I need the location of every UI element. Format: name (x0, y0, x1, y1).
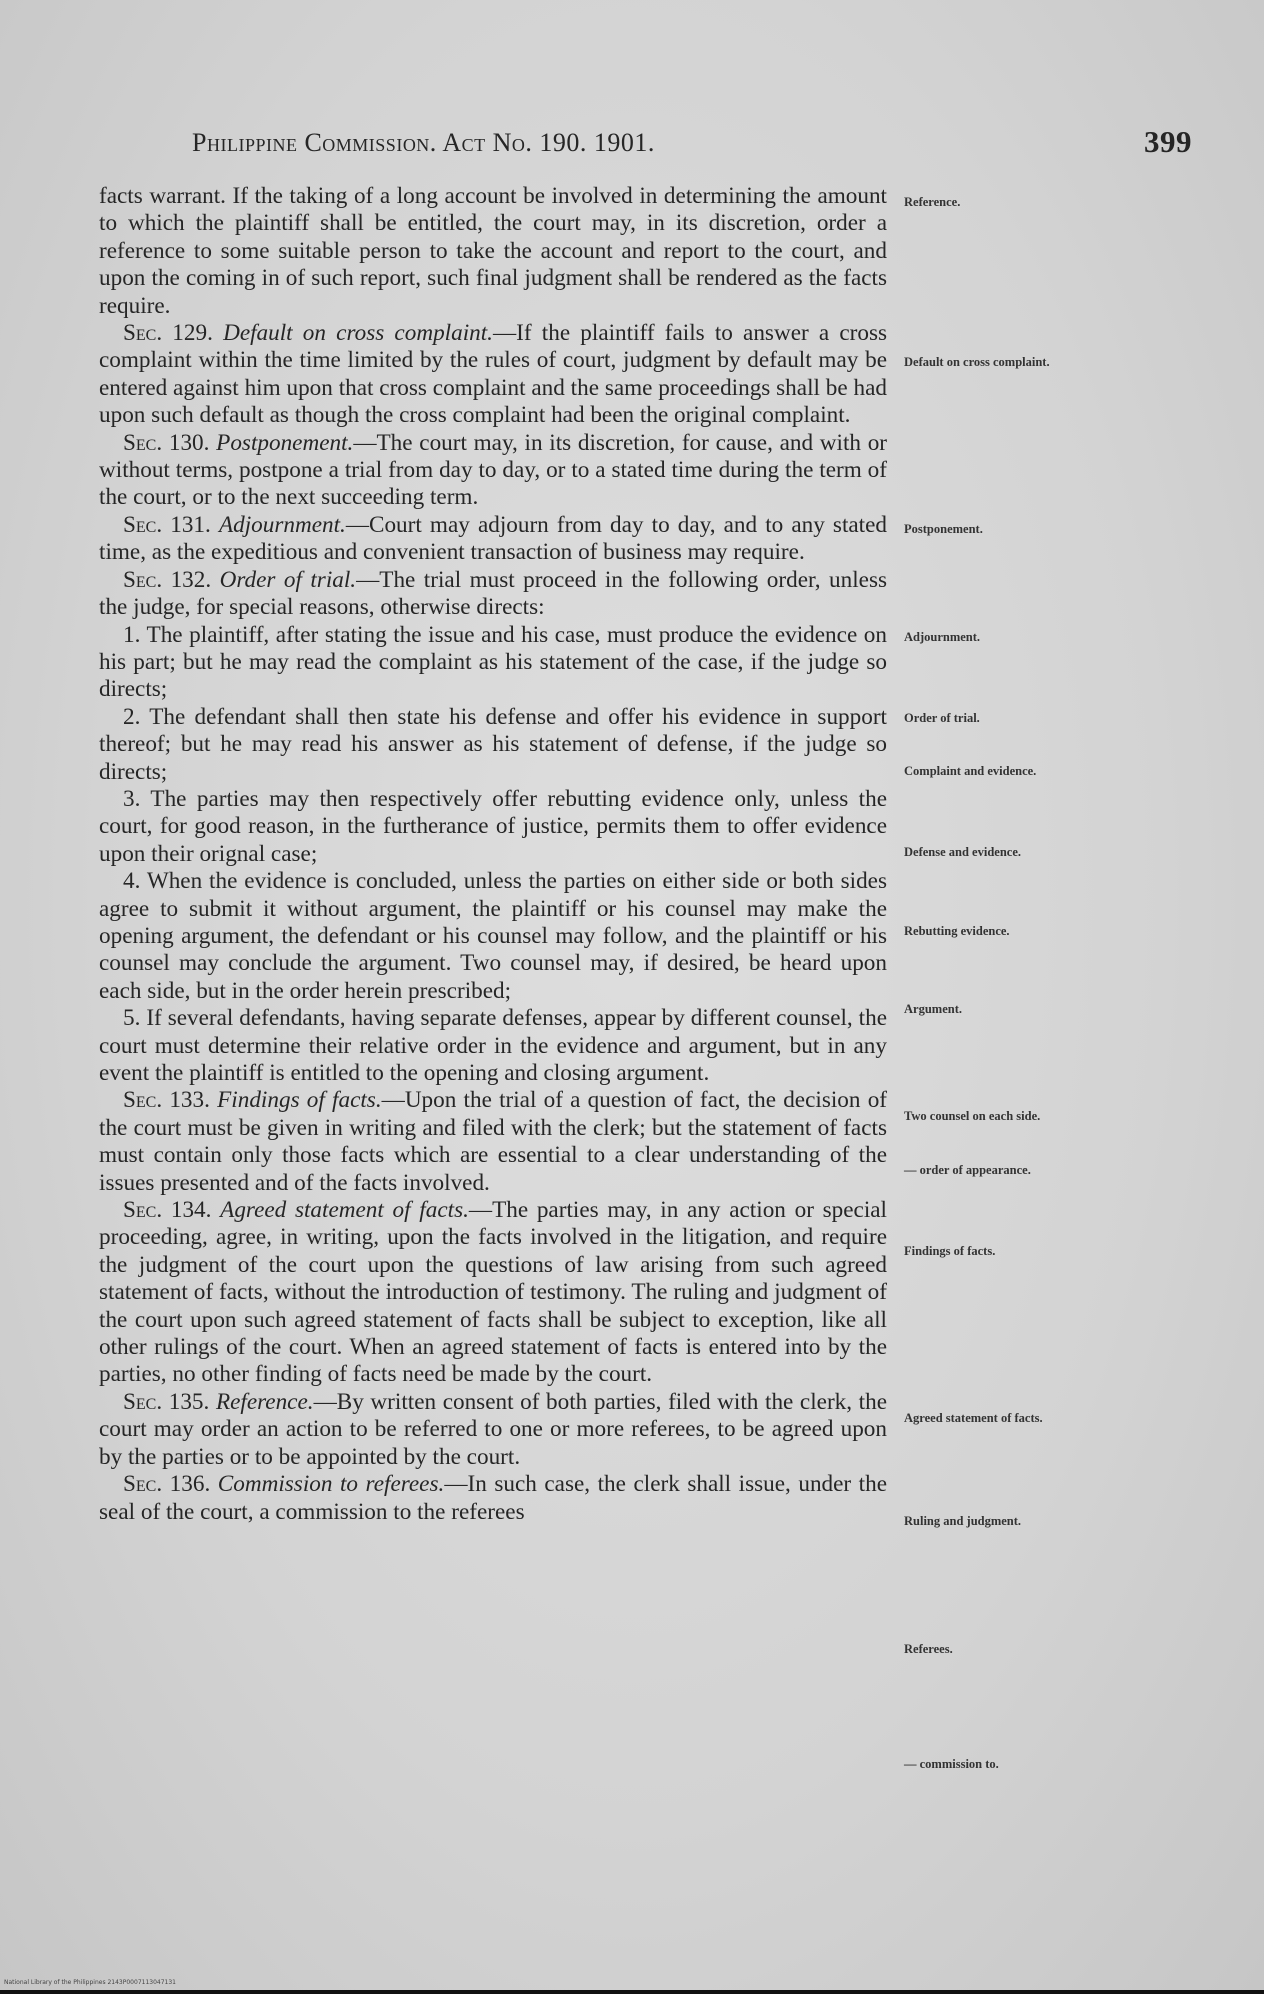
section-133: Sec. 133. Findings of facts.—Upon the trial of a question of fact, the decision of the court must be given in writing and filed with the clerk; but the statement of facts must contain only those facts which are essential to a clear understanding of the issues presented and of the facts involved. (99, 1087, 888, 1196)
page-number: 399 (1144, 124, 1192, 159)
margin-note: — commission to. (904, 1757, 999, 1771)
page-header (192, 124, 1192, 168)
list-item: 4. When the evidence is concluded, unless the parties on either side or both sides agree to submit it without argument, the plaintiff or his counsel may make the opening argument, the defendant or his counsel may follow, and the plaintiff or his counsel may conclude the argument. Two counsel may, if desired, be heard upon each side, but in the order herein prescribed; (99, 868, 887, 1004)
list-item: 1. The plaintiff, after stating the issue and his case, must produce the evidence on his part; but he may read the complaint as his statement of the case, if the judge so directs; (99, 621, 887, 703)
section-132: Sec. 132. Order of trial.—The trial must proceed in the following order, unless the judge, for special reasons, otherwise directs: (99, 566, 888, 621)
body-text (99, 183, 887, 1526)
section-129: Sec. 129. Default on cross complaint.—If the plaintiff fails to answer a cross complaint within the time limited by the rules of court, judgment by default may be entered against him upon that cross complaint and the same proceedings shall be had upon such default as though the cross complaint had been the original complaint. (99, 320, 888, 429)
section-130: Sec. 130. Postponement.—The court may, in its discretion, for cause, and with or without terms, postpone a trial from day to day, or to a stated time during the term of the court, or to the next succeeding term. (99, 429, 888, 511)
scan-edge (0, 1990, 1264, 1994)
margin-note: — order of appearance. (904, 1163, 1031, 1177)
list-item: 5. If several defendants, having separate defenses, appear by different counsel, the court must determine their relative order in the evidence and argument, but in any event the plaintiff is entitled to the opening and closing argument. (99, 1005, 887, 1086)
section-135: Sec. 135. Reference.—By written consent of both parties, filed with the clerk, the court may order an action to be referred to one or more referees, to be agreed upon by the parties or to be appointed by the court. (99, 1388, 887, 1470)
section-131: Sec. 131. Adjournment.—Court may adjourn from day to day, and to any stated time, as the expeditious and convenient transaction of business may require. (99, 511, 888, 566)
margin-note: Agreed statement of facts. (904, 1411, 1043, 1425)
margin-note: Rebutting evidence. (904, 924, 1010, 938)
margin-note: Default on cross complaint. (904, 355, 1050, 369)
scan-credit: National Library of the Philippines 2143P0007113047131 (4, 1979, 176, 1986)
margin-note: Reference. (904, 195, 961, 209)
section-136: Sec. 136. Commission to referees.—In such case, the clerk shall issue, under the seal of the court, a commission to the referees (99, 1471, 887, 1525)
margin-note: Referees. (904, 1642, 953, 1656)
running-title: Philippine Commission. Act No. 190. 1901. (192, 128, 655, 157)
section-134: Sec. 134. Agreed statement of facts.—The parties may, in any action or special proceeding, agree, in writing, upon the facts involved in the litigation, and require the judgment of the court upon the questions of law arising from such agreed statement of facts, without the introduction of testimony. The ruling and judgment of the court upon such agreed statement of facts shall be subject to exception, like all other rulings of the court. When an agreed statement of facts is entered into by the parties, no other finding of facts need be made by the court. (99, 1197, 888, 1388)
margin-note: Two counsel on each side. (904, 1109, 1041, 1123)
margin-note: Adjournment. (904, 630, 981, 644)
margin-note: Findings of facts. (904, 1244, 996, 1258)
list-item: 2. The defendant shall then state his defense and offer his evidence in support thereof; but he may read his answer as his statement of defense, if the judge so directs; (99, 703, 887, 785)
margin-note: Postponement. (904, 522, 983, 536)
margin-note: Order of trial. (904, 711, 980, 725)
margin-note: Complaint and evidence. (904, 764, 1037, 778)
margin-note: Argument. (904, 1002, 962, 1016)
paragraph-continuation: facts warrant. If the taking of a long account be involved in determining the amount to which the plaintiff shall be entitled, the court may, in its discretion, order a reference to some suitable person to take the account and report to the court, and upon the coming in of such report, such final judgment shall be rendered as the facts require. (99, 183, 887, 319)
list-item: 3. The parties may then respectively offer rebutting evidence only, unless the court, for good reason, in the furtherance of justice, permits them to offer evidence upon their orignal case; (99, 785, 887, 867)
margin-note: Ruling and judgment. (904, 1514, 1022, 1528)
margin-note: Defense and evidence. (904, 845, 1021, 859)
